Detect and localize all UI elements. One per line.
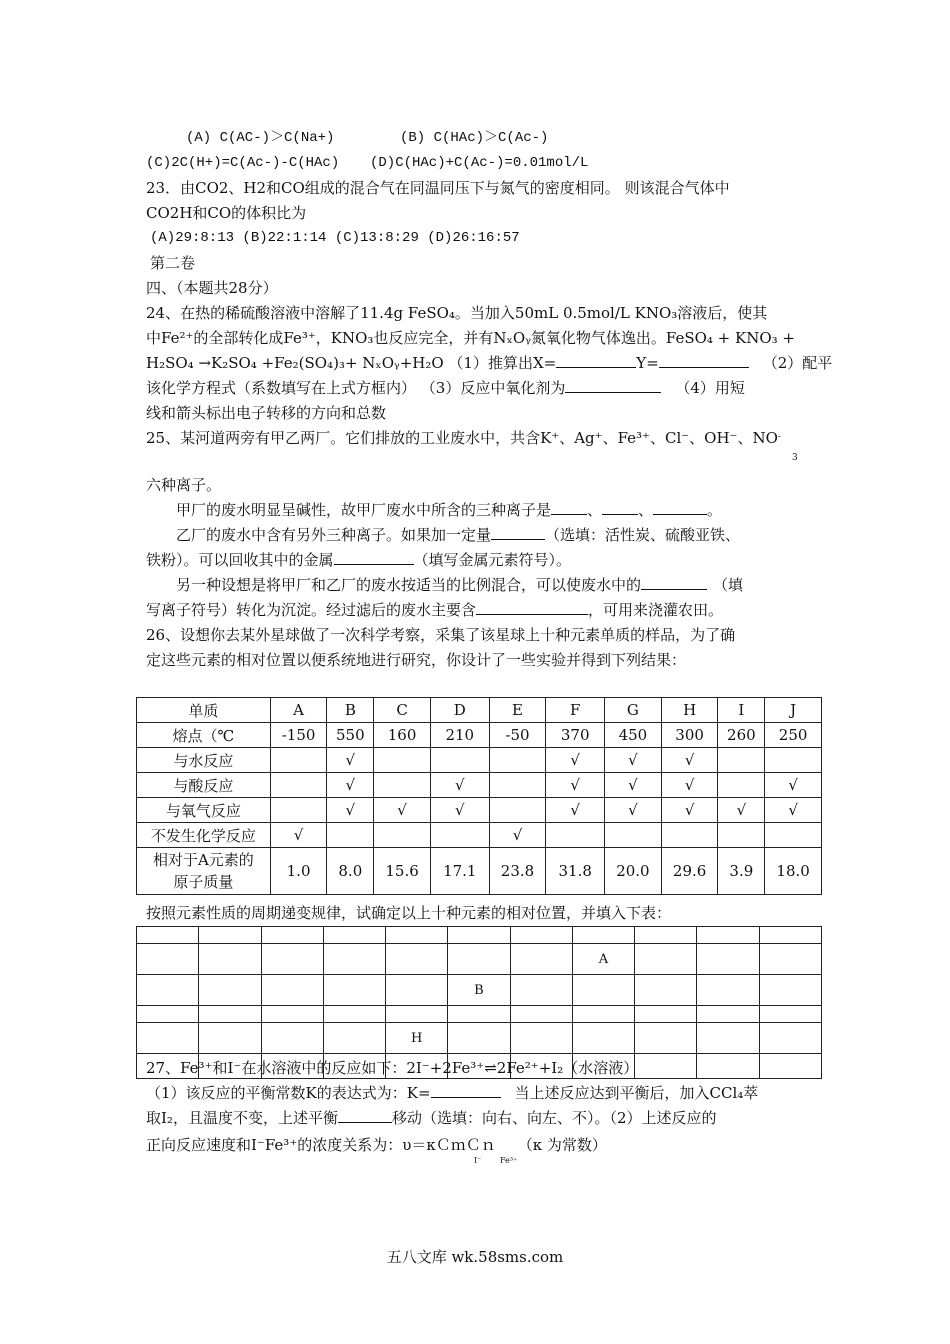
value-cell: 15.6 <box>374 848 431 895</box>
table-header-row <box>137 698 822 723</box>
q25-ion-blank-1[interactable] <box>551 500 587 515</box>
value-cell <box>270 773 327 798</box>
value-cell: 18.0 <box>765 848 822 895</box>
q25-sep-1: 、 <box>587 501 603 519</box>
value-cell: √ <box>430 798 489 823</box>
value-cell: √ <box>605 773 662 798</box>
grid-cell[interactable] <box>635 975 697 1006</box>
value-cell <box>765 748 822 773</box>
value-cell: √ <box>661 773 718 798</box>
grid-cell[interactable] <box>386 927 448 944</box>
grid-cell[interactable] <box>759 1023 821 1054</box>
grid-cell[interactable] <box>386 975 448 1006</box>
value-cell: 23.8 <box>489 848 546 895</box>
q25-reagent-blank[interactable] <box>491 525 545 540</box>
value-cell: -150 <box>270 723 327 748</box>
value-cell: 210 <box>430 723 489 748</box>
value-cell <box>718 748 765 773</box>
grid-cell[interactable] <box>635 1054 697 1079</box>
grid-cell[interactable] <box>635 927 697 944</box>
q25-line-2: 六种离子。 <box>146 476 222 494</box>
value-cell <box>489 798 546 823</box>
q24-oxidant-blank[interactable] <box>565 378 661 393</box>
value-cell: H <box>661 698 718 723</box>
q26-line-1: 26、设想你去某外星球做了一次科学考察，采集了该星球上十种元素单质的样品，为了确 <box>146 626 736 644</box>
value-cell <box>661 823 718 848</box>
q27-shift-label: 取I₂，且温度不变，上述平衡 <box>146 1109 338 1127</box>
grid-cell[interactable] <box>261 1023 323 1054</box>
value-cell: 31.8 <box>546 848 605 895</box>
q25-p3c-text: 写离子符号）转化为沉淀。经过滤后的废水主要含 <box>146 601 477 619</box>
grid-cell[interactable]: A <box>572 944 634 975</box>
value-cell: 250 <box>765 723 822 748</box>
q24-line-3 <box>146 353 832 373</box>
value-cell: F <box>546 698 605 723</box>
grid-cell[interactable] <box>199 1023 261 1054</box>
grid-cell[interactable] <box>759 927 821 944</box>
value-cell: 8.0 <box>327 848 374 895</box>
value-cell <box>327 823 374 848</box>
q25-nitrate-subscript: 3 <box>792 453 798 463</box>
q25-para-1 <box>176 500 722 520</box>
q24-line-1: 24、在热的稀硫酸溶液中溶解了11.4g FeSO₄。当加入50mL 0.5mol/L KNO₃溶液后，使其 <box>146 304 768 322</box>
grid-cell[interactable] <box>261 975 323 1006</box>
value-cell: √ <box>546 798 605 823</box>
q25-para-3 <box>176 575 743 595</box>
grid-row <box>137 975 822 1006</box>
element-properties-table <box>136 697 822 895</box>
mass-label-line-2: 原子质量 <box>173 873 234 891</box>
grid-cell[interactable] <box>323 1006 385 1023</box>
q27-k-label: （1）该反应的平衡常数K的表达式为：K= <box>146 1084 431 1102</box>
grid-cell[interactable] <box>323 975 385 1006</box>
value-cell <box>605 823 662 848</box>
value-cell: J <box>765 698 822 723</box>
grid-cell[interactable] <box>448 927 510 944</box>
grid-cell[interactable] <box>759 1006 821 1023</box>
value-cell: -50 <box>489 723 546 748</box>
q27-rate-formula: υ＝κＣｍＣｎ <box>402 1136 496 1154</box>
value-cell <box>430 823 489 848</box>
grid-row <box>137 944 822 975</box>
grid-row <box>137 1006 822 1023</box>
q27-shift-blank[interactable] <box>338 1108 392 1123</box>
grid-cell[interactable] <box>572 975 634 1006</box>
q24-x-blank[interactable] <box>556 353 636 368</box>
value-cell: 370 <box>546 723 605 748</box>
grid-cell[interactable] <box>759 975 821 1006</box>
q24-equation: H₂SO₄ →K₂SO₄ +Fe₂(SO₄)₃+ NₓOᵧ+H₂O （1）推算出X= <box>146 354 557 372</box>
value-cell <box>546 823 605 848</box>
section-2-heading: 第二卷 <box>150 254 196 272</box>
grid-cell[interactable] <box>759 1054 821 1079</box>
value-cell: 450 <box>605 723 662 748</box>
grid-cell[interactable] <box>448 1006 510 1023</box>
mass-label-line-1: 相对于A元素的 <box>152 851 254 869</box>
q25-ion-blank-3[interactable] <box>653 500 707 515</box>
value-cell: I <box>718 698 765 723</box>
grid-cell[interactable] <box>323 944 385 975</box>
grid-cell[interactable] <box>697 1054 759 1079</box>
table-row-atomic-mass <box>137 848 822 895</box>
grid-row <box>137 927 822 944</box>
grid-cell[interactable] <box>510 975 572 1006</box>
row-label-cell: 与水反应 <box>137 748 271 773</box>
value-cell <box>374 773 431 798</box>
grid-cell[interactable] <box>386 1006 448 1023</box>
grid-cell[interactable] <box>199 944 261 975</box>
grid-cell[interactable] <box>199 1006 261 1023</box>
q24-part-2: （2）配平 <box>762 354 833 372</box>
q25-nitrate-charge: - <box>777 432 781 442</box>
q22-option-c: (C)2C(H+)=C(Ac-)-C(HAc) <box>146 155 340 171</box>
q26-line-2: 定这些元素的相对位置以便系统地进行研究，你设计了一些实验并得到下列结果： <box>146 651 687 669</box>
grid-cell[interactable] <box>510 1023 572 1054</box>
value-cell: √ <box>661 798 718 823</box>
grid-cell[interactable] <box>137 944 199 975</box>
value-cell: C <box>374 698 431 723</box>
q25-p3d-text: ，可用来浇灌农田。 <box>588 601 724 619</box>
q26-instruction: 按照元素性质的周期递变规律，试确定以上十种元素的相对位置，并填入下表： <box>146 904 672 922</box>
grid-cell[interactable] <box>697 1006 759 1023</box>
q23-line-1: 23．由CO2、H2和CO组成的混合气在同温同压下与氮气的密度相同。 则该混合气体中 <box>146 179 730 197</box>
table-row <box>137 823 822 848</box>
value-cell: 160 <box>374 723 431 748</box>
value-cell: √ <box>327 798 374 823</box>
grid-cell[interactable] <box>510 1006 572 1023</box>
q24-y-label: Y= <box>636 354 659 372</box>
q27-line-3-rest: 移动（选填：向右、向左、不）。（2）上述反应的 <box>391 1109 717 1127</box>
grid-cell[interactable] <box>137 975 199 1006</box>
value-cell <box>374 748 431 773</box>
q25-line-1 <box>146 428 781 451</box>
value-cell: A <box>270 698 327 723</box>
table-row <box>137 748 822 773</box>
grid-cell[interactable] <box>137 1006 199 1023</box>
grid-cell[interactable] <box>635 944 697 975</box>
q25-p2c-text: 铁粉）。可以回收其中的金属 <box>146 551 334 569</box>
value-cell <box>489 773 546 798</box>
grid-cell[interactable] <box>323 1023 385 1054</box>
q25-p2d-text: （填写金属元素符号）。 <box>413 551 572 569</box>
q25-end-1: 。 <box>707 501 723 519</box>
value-cell: D <box>430 698 489 723</box>
q24-line-5: 线和箭头标出电子转移的方向和总数 <box>146 404 387 422</box>
grid-cell[interactable] <box>572 1023 634 1054</box>
q25-p2-choices: （选填：活性炭、硫酸亚铁、 <box>545 526 741 544</box>
q25-ion-blank-2[interactable] <box>602 500 638 515</box>
q24-y-blank[interactable] <box>659 353 749 368</box>
row-label-cell: 不发生化学反应 <box>137 823 271 848</box>
grid-cell[interactable] <box>323 927 385 944</box>
value-cell: √ <box>546 748 605 773</box>
value-cell: √ <box>374 798 431 823</box>
grid-cell[interactable] <box>199 975 261 1006</box>
q27-constant-note: （κ 为常数） <box>517 1136 607 1154</box>
value-cell: G <box>605 698 662 723</box>
q27-line-2 <box>146 1083 758 1103</box>
value-cell: √ <box>489 823 546 848</box>
row-label-cell: 与氧气反应 <box>137 798 271 823</box>
value-cell: E <box>489 698 546 723</box>
q25-ions-text: 25、某河道两旁有甲乙两厂。它们排放的工业废水中，共含K⁺、Ag⁺、Fe³⁺、Cl⁻、OH⁻、NO <box>146 429 778 447</box>
q25-p2-text: 乙厂的废水中含有另外三种离子。如果加一定量 <box>176 526 492 544</box>
grid-cell[interactable] <box>635 1023 697 1054</box>
value-cell: 17.1 <box>430 848 489 895</box>
q25-para-2 <box>176 525 740 545</box>
value-cell: √ <box>718 798 765 823</box>
grid-cell[interactable] <box>261 927 323 944</box>
value-cell: 550 <box>327 723 374 748</box>
q23-line-2: CO2H和CO的体积比为 <box>146 204 307 222</box>
value-cell <box>430 748 489 773</box>
grid-cell[interactable] <box>448 1023 510 1054</box>
q24-part-4: （4）用短 <box>675 379 745 397</box>
value-cell: √ <box>430 773 489 798</box>
q25-p1-text: 甲厂的废水明显呈碱性，故甲厂废水中所含的三种离子是 <box>176 501 552 519</box>
q27-line-2-rest: 当上述反应达到平衡后，加入CCl₄萃 <box>514 1084 759 1102</box>
value-cell: √ <box>765 798 822 823</box>
grid-cell[interactable] <box>261 1006 323 1023</box>
grid-cell[interactable] <box>199 927 261 944</box>
q22-option-d: (D)C(HAc)+C(Ac-)=0.01mol/L <box>370 155 589 171</box>
q27-k-blank[interactable] <box>431 1083 501 1098</box>
grid-cell[interactable] <box>261 944 323 975</box>
grid-cell[interactable] <box>510 944 572 975</box>
periodic-position-grid <box>136 926 822 1079</box>
q27-rate-label: 正向反应速度和I⁻Fe³⁺的浓度关系为： <box>146 1136 403 1154</box>
q25-precip-blank[interactable] <box>641 575 707 590</box>
value-cell: 1.0 <box>270 848 327 895</box>
q24-line-2: 中Fe²⁺的全部转化成Fe³⁺，KNO₃也反应完全，并有NₓOᵧ氮氧化物气体逸出。FeSO₄ + KNO₃ + <box>146 329 795 347</box>
q25-p3b-text: （填 <box>713 576 744 594</box>
q27-line-3 <box>146 1108 717 1128</box>
value-cell: √ <box>270 823 327 848</box>
value-cell: √ <box>605 748 662 773</box>
grid-cell[interactable] <box>572 927 634 944</box>
value-cell <box>765 823 822 848</box>
q24-part-3: 该化学方程式（系数填写在上式方框内） （3）反应中氧化剂为 <box>146 379 566 397</box>
value-cell: √ <box>327 748 374 773</box>
q27-line-4 <box>146 1135 607 1155</box>
value-cell <box>270 748 327 773</box>
value-cell <box>718 823 765 848</box>
section-4-heading: 四、（本题共28分） <box>146 279 278 297</box>
grid-cell[interactable] <box>697 944 759 975</box>
grid-cell[interactable]: H <box>386 1023 448 1054</box>
row-label-cell: 单质 <box>137 698 271 723</box>
value-cell: √ <box>605 798 662 823</box>
table-row <box>137 798 822 823</box>
q27-subscript-fe: Fe³⁺ <box>500 1156 518 1165</box>
value-cell: 300 <box>661 723 718 748</box>
q22-option-a: (A) C(AC-)＞C(Na+) <box>186 130 335 146</box>
grid-cell[interactable] <box>572 1006 634 1023</box>
value-cell <box>374 823 431 848</box>
grid-cell[interactable] <box>697 975 759 1006</box>
q25-water-blank[interactable] <box>476 600 588 615</box>
grid-row <box>137 1023 822 1054</box>
value-cell: 20.0 <box>605 848 662 895</box>
value-cell: 29.6 <box>661 848 718 895</box>
q22-option-b: (B) C(HAc)＞C(Ac-) <box>400 130 549 146</box>
grid-cell[interactable] <box>448 944 510 975</box>
q27-line-1: 27、Fe³⁺和I⁻在水溶液中的反应如下：2I⁻+2Fe³⁺⇌2Fe²⁺+I₂（水溶液） <box>146 1059 639 1077</box>
row-label-cell <box>137 848 271 895</box>
value-cell <box>718 773 765 798</box>
q25-metal-blank[interactable] <box>334 550 414 565</box>
value-cell: √ <box>765 773 822 798</box>
value-cell: √ <box>546 773 605 798</box>
q23-options: (A)29:8:13 (B)22:1:14 (C)13:8:29 (D)26:16:57 <box>150 230 520 246</box>
value-cell: 3.9 <box>718 848 765 895</box>
q27-subscript-i: I⁻ <box>474 1156 482 1165</box>
value-cell: B <box>327 698 374 723</box>
value-cell: 260 <box>718 723 765 748</box>
row-label-cell: 熔点（℃ <box>137 723 271 748</box>
grid-cell[interactable] <box>697 927 759 944</box>
grid-cell[interactable] <box>697 1023 759 1054</box>
q24-line-4 <box>146 378 745 398</box>
grid-cell[interactable] <box>386 944 448 975</box>
value-cell: √ <box>327 773 374 798</box>
grid-cell[interactable] <box>137 927 199 944</box>
grid-cell[interactable] <box>137 1023 199 1054</box>
q25-p3-text: 另一种设想是将甲厂和乙厂的废水按适当的比例混合，可以使废水中的 <box>176 576 642 594</box>
value-cell: √ <box>661 748 718 773</box>
value-cell <box>489 748 546 773</box>
grid-cell[interactable] <box>635 1006 697 1023</box>
table-row <box>137 723 822 748</box>
q25-sep-2: 、 <box>638 501 654 519</box>
row-label-cell: 与酸反应 <box>137 773 271 798</box>
table-row <box>137 773 822 798</box>
q25-para-3-cont <box>146 600 723 620</box>
value-cell <box>270 798 327 823</box>
page-footer: 五八文库 wk.58sms.com <box>386 1248 564 1266</box>
grid-cell[interactable] <box>510 927 572 944</box>
grid-cell[interactable] <box>759 944 821 975</box>
q25-para-2-cont <box>146 550 571 570</box>
grid-cell[interactable]: B <box>448 975 510 1006</box>
